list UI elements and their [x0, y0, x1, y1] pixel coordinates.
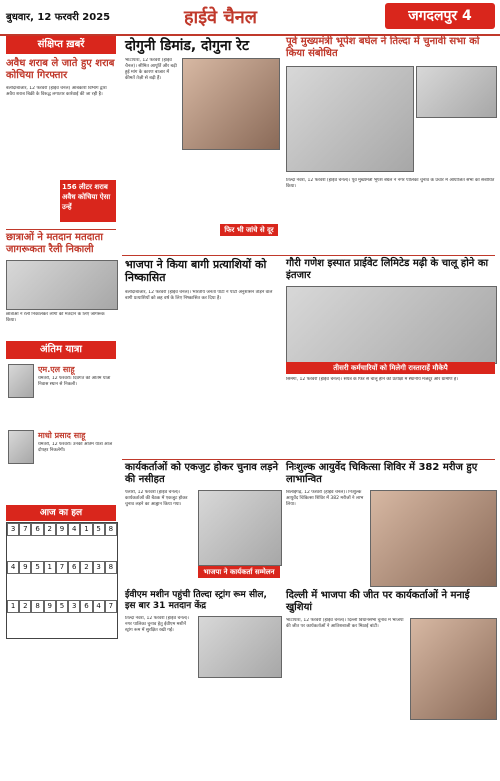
bottom-right-body: बिलाईगढ़, 12 फरवरी (हाईवे चैनल)। निःशुल्क आयुर्वेद चिकित्सा शिविर में 382 मरीजों ने लाभ लिया। — [286, 490, 364, 507]
puzzle-cell: 3 — [7, 523, 19, 536]
left-section-header: संक्षिप्त ख़बरें — [6, 36, 116, 54]
bottom-right-headline: निःशुल्क आयुर्वेद चिकित्सा शिविर में 382 मरीज हुए लाभान्वित — [286, 462, 478, 485]
left-story2-body: छात्राओं ने रैली निकालकर लोगों को मतदान के लिए जागरूक किया। — [6, 312, 105, 323]
left-story2-title: छात्राओं ने मतदान मतदाता जागरूकता रैली निकाली — [6, 232, 103, 255]
puzzle-cell: 3 — [68, 600, 80, 613]
left-story1-title: अवैध शराब ले जाते हुए शराब कोचिया गिरफ्तार — [6, 58, 115, 81]
puzzle-cell: 8 — [105, 523, 117, 536]
center-top-caption: फिर भी जांचे से दूर — [220, 224, 278, 236]
puzzle-cell: 6 — [80, 600, 92, 613]
puzzle-header: आज का हल — [6, 505, 116, 521]
market-photo — [182, 58, 280, 150]
puzzle-cell: 9 — [44, 600, 56, 613]
middle-divider — [122, 255, 495, 256]
obituary-body-1: धमतरी, 12 फरवरी। दिवंगत की अंतिम यात्रा निवास स्थान से निकली। — [38, 376, 111, 387]
middle-left-body: बलौदाबाजार, 12 फरवरी (हाईवे चैनल)। भारतीय जनता पार्टी ने पार्टी अनुशासन तोड़ने वाले बागी प्रत्याशियों को छह वर्ष के लिए निष्कासित कर दिया है। — [125, 290, 273, 301]
celebration-photo — [410, 618, 497, 720]
puzzle-cell: 1 — [7, 600, 19, 613]
middle-right-body: सिमगा, 12 फरवरी (हाईवे चैनल)। संयंत्र के फिर से चालू होने की प्रतीक्षा में स्थानीय मजदूर और ग्रामीण हैं। — [286, 377, 459, 382]
obituary-name-2: माधो प्रसाद साहू — [38, 431, 86, 440]
puzzle-cell: 5 — [93, 523, 105, 536]
steel-plant-photo — [286, 286, 497, 364]
bhupesh-baghel-photo — [286, 66, 414, 172]
lower-divider — [122, 459, 495, 460]
center-top-body-extra — [182, 154, 278, 222]
puzzle-cell: 9 — [56, 523, 68, 536]
bottom-left-headline: कार्यकर्ताओं को एकजुट होकर चुनाव लड़ने की नसीहत — [125, 462, 279, 485]
puzzle-cell: 4 — [68, 523, 80, 536]
puzzle-cell: 7 — [19, 523, 31, 536]
masthead — [0, 0, 500, 36]
obituary-photo-1 — [8, 364, 34, 398]
ayurveda-camp-photo — [370, 490, 497, 587]
obituary-photo-2 — [8, 430, 34, 464]
center-top-headline: दोगुनी डिमांड, दोगुना रेट — [125, 38, 250, 54]
workers-meeting-photo — [198, 490, 282, 566]
puzzle-cell: 5 — [31, 561, 43, 574]
puzzle-cell: 1 — [80, 523, 92, 536]
left-divider-1 — [6, 229, 116, 230]
middle-right-headline: गौरी गणेश इस्पात प्राईवेट लिमिटेड मढ़ी के चालू होने का इंतजार — [286, 258, 489, 281]
page-name: जगदलपुर 4 — [385, 3, 495, 29]
bottom-strip-body: भाटापारा, 12 फरवरी (हाईवे चैनल)। दिल्ली विधानसभा चुनाव में भाजपा की जीत पर कार्यकर्ताओं ने आतिशबाजी कर मिठाई बांटी। — [286, 618, 404, 629]
bottom-strip-headline: दिल्ली में भाजपा की जीत पर कार्यकर्ताओं ने मनाई खुशियां — [286, 590, 470, 613]
center-top-body: भाटापारा, 12 फरवरी (हाईवे चैनल)। सीमित आपूर्ति और बढ़ी हुई मांग के कारण बाजार में कीमतें तेज़ी से बढ़ी हैं। — [125, 58, 177, 81]
puzzle-cell: 6 — [31, 523, 43, 536]
obituary-body-2: धमतरी, 12 फरवरी। उनकी अंतिम यात्रा आज दोपहर निकलेगी। — [38, 442, 113, 453]
puzzle-cell: 8 — [105, 561, 117, 574]
puzzle-cell: 2 — [44, 523, 56, 536]
left-ad-box — [60, 180, 116, 222]
puzzle-grid — [6, 522, 118, 639]
puzzle-cell: 9 — [19, 561, 31, 574]
bottom-center-headline: ईवीएम मशीन पहुंची तिल्दा स्ट्रांग रूम सील, इस बार 31 मतदान केंद्र — [125, 590, 267, 611]
puzzle-cell: 8 — [31, 600, 43, 613]
puzzle-cell: 4 — [93, 600, 105, 613]
bottom-center-body: तिल्दा नेवरा, 12 फरवरी (हाईवे चैनल)। नगर पालिका चुनाव हेतु ईवीएम मशीनें स्ट्रांग रूम में सुरक्षित रखी गईं। — [125, 616, 190, 633]
puzzle-cell: 1 — [44, 561, 56, 574]
obituary-header: अंतिम यात्रा — [6, 341, 116, 359]
students-rally-photo — [6, 260, 118, 310]
middle-left-headline: भाजपा ने किया बागी प्रत्याशियों को निष्कासित — [125, 258, 267, 284]
puzzle-cell: 4 — [7, 561, 19, 574]
puzzle-cell: 5 — [56, 600, 68, 613]
date-line: बुधवार, 12 फरवरी 2025 — [6, 12, 111, 23]
puzzle-cell: 6 — [68, 561, 80, 574]
right-top-body: तिल्दा नेवरा, 12 फरवरी (हाईवे चैनल)। पूर्व मुख्यमंत्री भूपेश बघेल ने नगर पालिका चुनाव के प्रचार में आयोजित सभा को संबोधित किया। — [286, 178, 495, 189]
channel-title: हाईवे चैनल — [184, 7, 257, 28]
rally-photo-small — [416, 66, 497, 118]
puzzle-cell: 7 — [105, 600, 117, 613]
puzzle-cell: 2 — [80, 561, 92, 574]
left-story1-body: बलौदाबाजार, 12 फरवरी (हाईवे चैनल) आबकारी विभाग द्वारा अवैध शराब बिक्री के विरुद्ध लगातार कार्रवाई की जा रही है। — [6, 86, 107, 97]
left-ad-text: 156 लीटर शराब अवैध कोचिया ऐसा उन्हें — [62, 183, 111, 211]
bottom-left-caption: भाजपा ने कार्यकर्ता सम्मेलन — [198, 566, 280, 578]
bottom-left-body: पलारी, 12 फरवरी (हाईवे चैनल)। कार्यकर्ताओं की बैठक में एकजुट होकर चुनाव लड़ने का आह्वान किया गया। — [125, 490, 188, 507]
evm-photo — [198, 616, 282, 678]
middle-right-caption: तीसरी कर्मचारियों को मिलेगी रास्ताराहें मौकेपै — [286, 362, 495, 374]
puzzle-cell: 7 — [56, 561, 68, 574]
puzzle-cell: 2 — [19, 600, 31, 613]
puzzle-cell: 3 — [93, 561, 105, 574]
obituary-name-1: एम.एल साहू — [38, 365, 75, 374]
right-top-headline: पूर्व मुख्यमंत्री भूपेश बघेल ने तिल्दा में चुनावी सभा को किया संबोधित — [286, 36, 480, 59]
